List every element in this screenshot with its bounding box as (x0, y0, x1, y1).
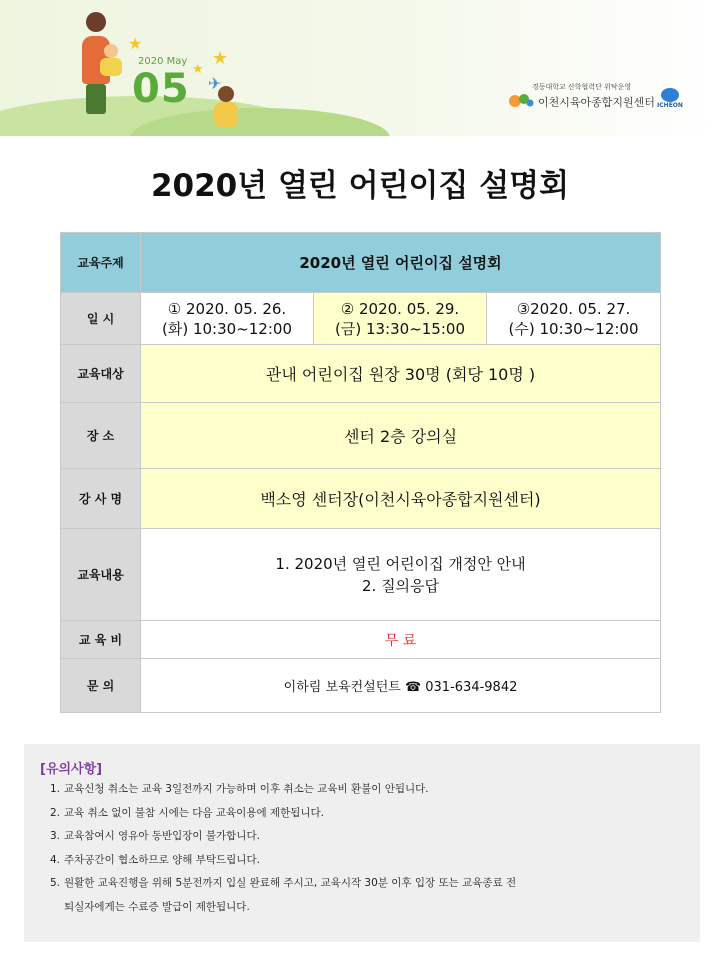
row-lecturer (61, 469, 661, 529)
row-place (61, 403, 661, 469)
header-banner (0, 0, 720, 136)
list-item-text: 원활한 교육진행을 위해 5분전까지 입실 완료해 주시고, 교육시작 30분 이후 입장 또는 교육종료 전 (64, 877, 517, 889)
value-fee: 무 료 (141, 621, 661, 659)
star-icon: ★ (128, 34, 143, 53)
label-fee: 교 육 비 (61, 621, 141, 659)
content-line-2: 2. 질의응답 (361, 576, 440, 595)
row-fee (61, 621, 661, 659)
session-1-date: ① 2020. 05. 26. (167, 299, 287, 318)
paper-plane-icon: ✈ (208, 74, 222, 93)
value-topic: 2020년 열린 어린이집 설명회 (141, 233, 661, 293)
list-item-number: 5. (50, 877, 61, 889)
content-line-1: 1. 2020년 열린 어린이집 개정안 안내 (275, 554, 526, 573)
list-item-continuation (50, 896, 690, 920)
session-3-time: (수) 10:30~12:00 (508, 319, 639, 338)
schedule-session-1 (141, 293, 314, 345)
value-content (141, 529, 661, 621)
schedule-session-2 (314, 293, 487, 345)
list-item-text: 교육참여시 영유아 동반입장이 불가합니다. (64, 830, 260, 842)
label-lecturer: 강 사 명 (61, 469, 141, 529)
center-logo-mark-icon (508, 90, 534, 110)
notice-list (50, 778, 690, 919)
list-item (50, 872, 690, 896)
list-item-text: 퇴실자에게는 수료증 발급이 제한됩니다. (64, 900, 250, 913)
row-content (61, 529, 661, 621)
label-place: 장 소 (61, 403, 141, 469)
university-line: 경동대학교 산학협력단 위탁운영 (532, 83, 632, 91)
info-table (60, 232, 661, 713)
row-inquiry (61, 659, 661, 713)
page-title: 2020년 열린 어린이집 설명회 (150, 168, 570, 204)
list-item-number: 3. (50, 830, 61, 842)
row-schedule (61, 293, 661, 345)
session-2-time: (금) 13:30~15:00 (335, 319, 465, 338)
value-place: 센터 2층 강의실 (141, 403, 661, 469)
child2-illustration-body (214, 102, 238, 128)
value-inquiry: 이하림 보육컨설턴트 ☎ 031-634-9842 (141, 659, 661, 713)
list-item (50, 778, 690, 802)
label-inquiry: 문 의 (61, 659, 141, 713)
star-icon: ★ (212, 48, 229, 69)
icheon-city-logo (656, 88, 684, 114)
child-illustration-head (104, 44, 118, 58)
list-item (50, 802, 690, 826)
list-item-text: 교육신청 취소는 교육 3일전까지 가능하며 이후 취소는 교육비 환불이 안됩니다. (64, 783, 429, 795)
star-icon: ★ (192, 62, 204, 77)
schedule-session-3 (487, 293, 661, 345)
row-target (61, 345, 661, 403)
icheon-logo-mark-icon (661, 88, 679, 102)
session-1-time: (화) 10:30~12:00 (162, 319, 292, 338)
label-content: 교육내용 (61, 529, 141, 621)
row-topic (61, 233, 661, 293)
list-item-number: 1. (50, 783, 61, 795)
mother-illustration-head (86, 12, 106, 32)
list-item (50, 849, 690, 873)
banner-month: 05 (132, 66, 190, 112)
banner-date-subtitle: 2020 May (138, 56, 188, 67)
child-illustration-body (100, 58, 122, 76)
center-logo (508, 82, 708, 114)
session-2-date: ② 2020. 05. 29. (340, 299, 460, 318)
list-item-text: 주차공간이 협소하므로 양해 부탁드립니다. (64, 853, 260, 866)
notice-box (24, 744, 700, 942)
notice-title: [유의사항] (40, 762, 103, 777)
label-target: 교육대상 (61, 345, 141, 403)
list-item-text: 교육 취소 없이 불참 시에는 다음 교육이용에 제한됩니다. (64, 806, 324, 819)
center-name: 이천시육아종합지원센터 (538, 96, 655, 109)
value-lecturer: 백소영 센터장(이천시육아종합지원센터) (141, 469, 661, 529)
list-item-number: 2. (50, 806, 61, 819)
mother-illustration-legs (86, 84, 106, 114)
value-target: 관내 어린이집 원장 30명 (회당 10명 ) (141, 345, 661, 403)
label-schedule: 일 시 (61, 293, 141, 345)
list-item (50, 825, 690, 849)
session-3-date: ③2020. 05. 27. (516, 299, 631, 318)
label-topic: 교육주제 (61, 233, 141, 293)
list-item-number: 4. (50, 853, 61, 866)
icheon-logo-text: ICHEON (657, 102, 683, 109)
